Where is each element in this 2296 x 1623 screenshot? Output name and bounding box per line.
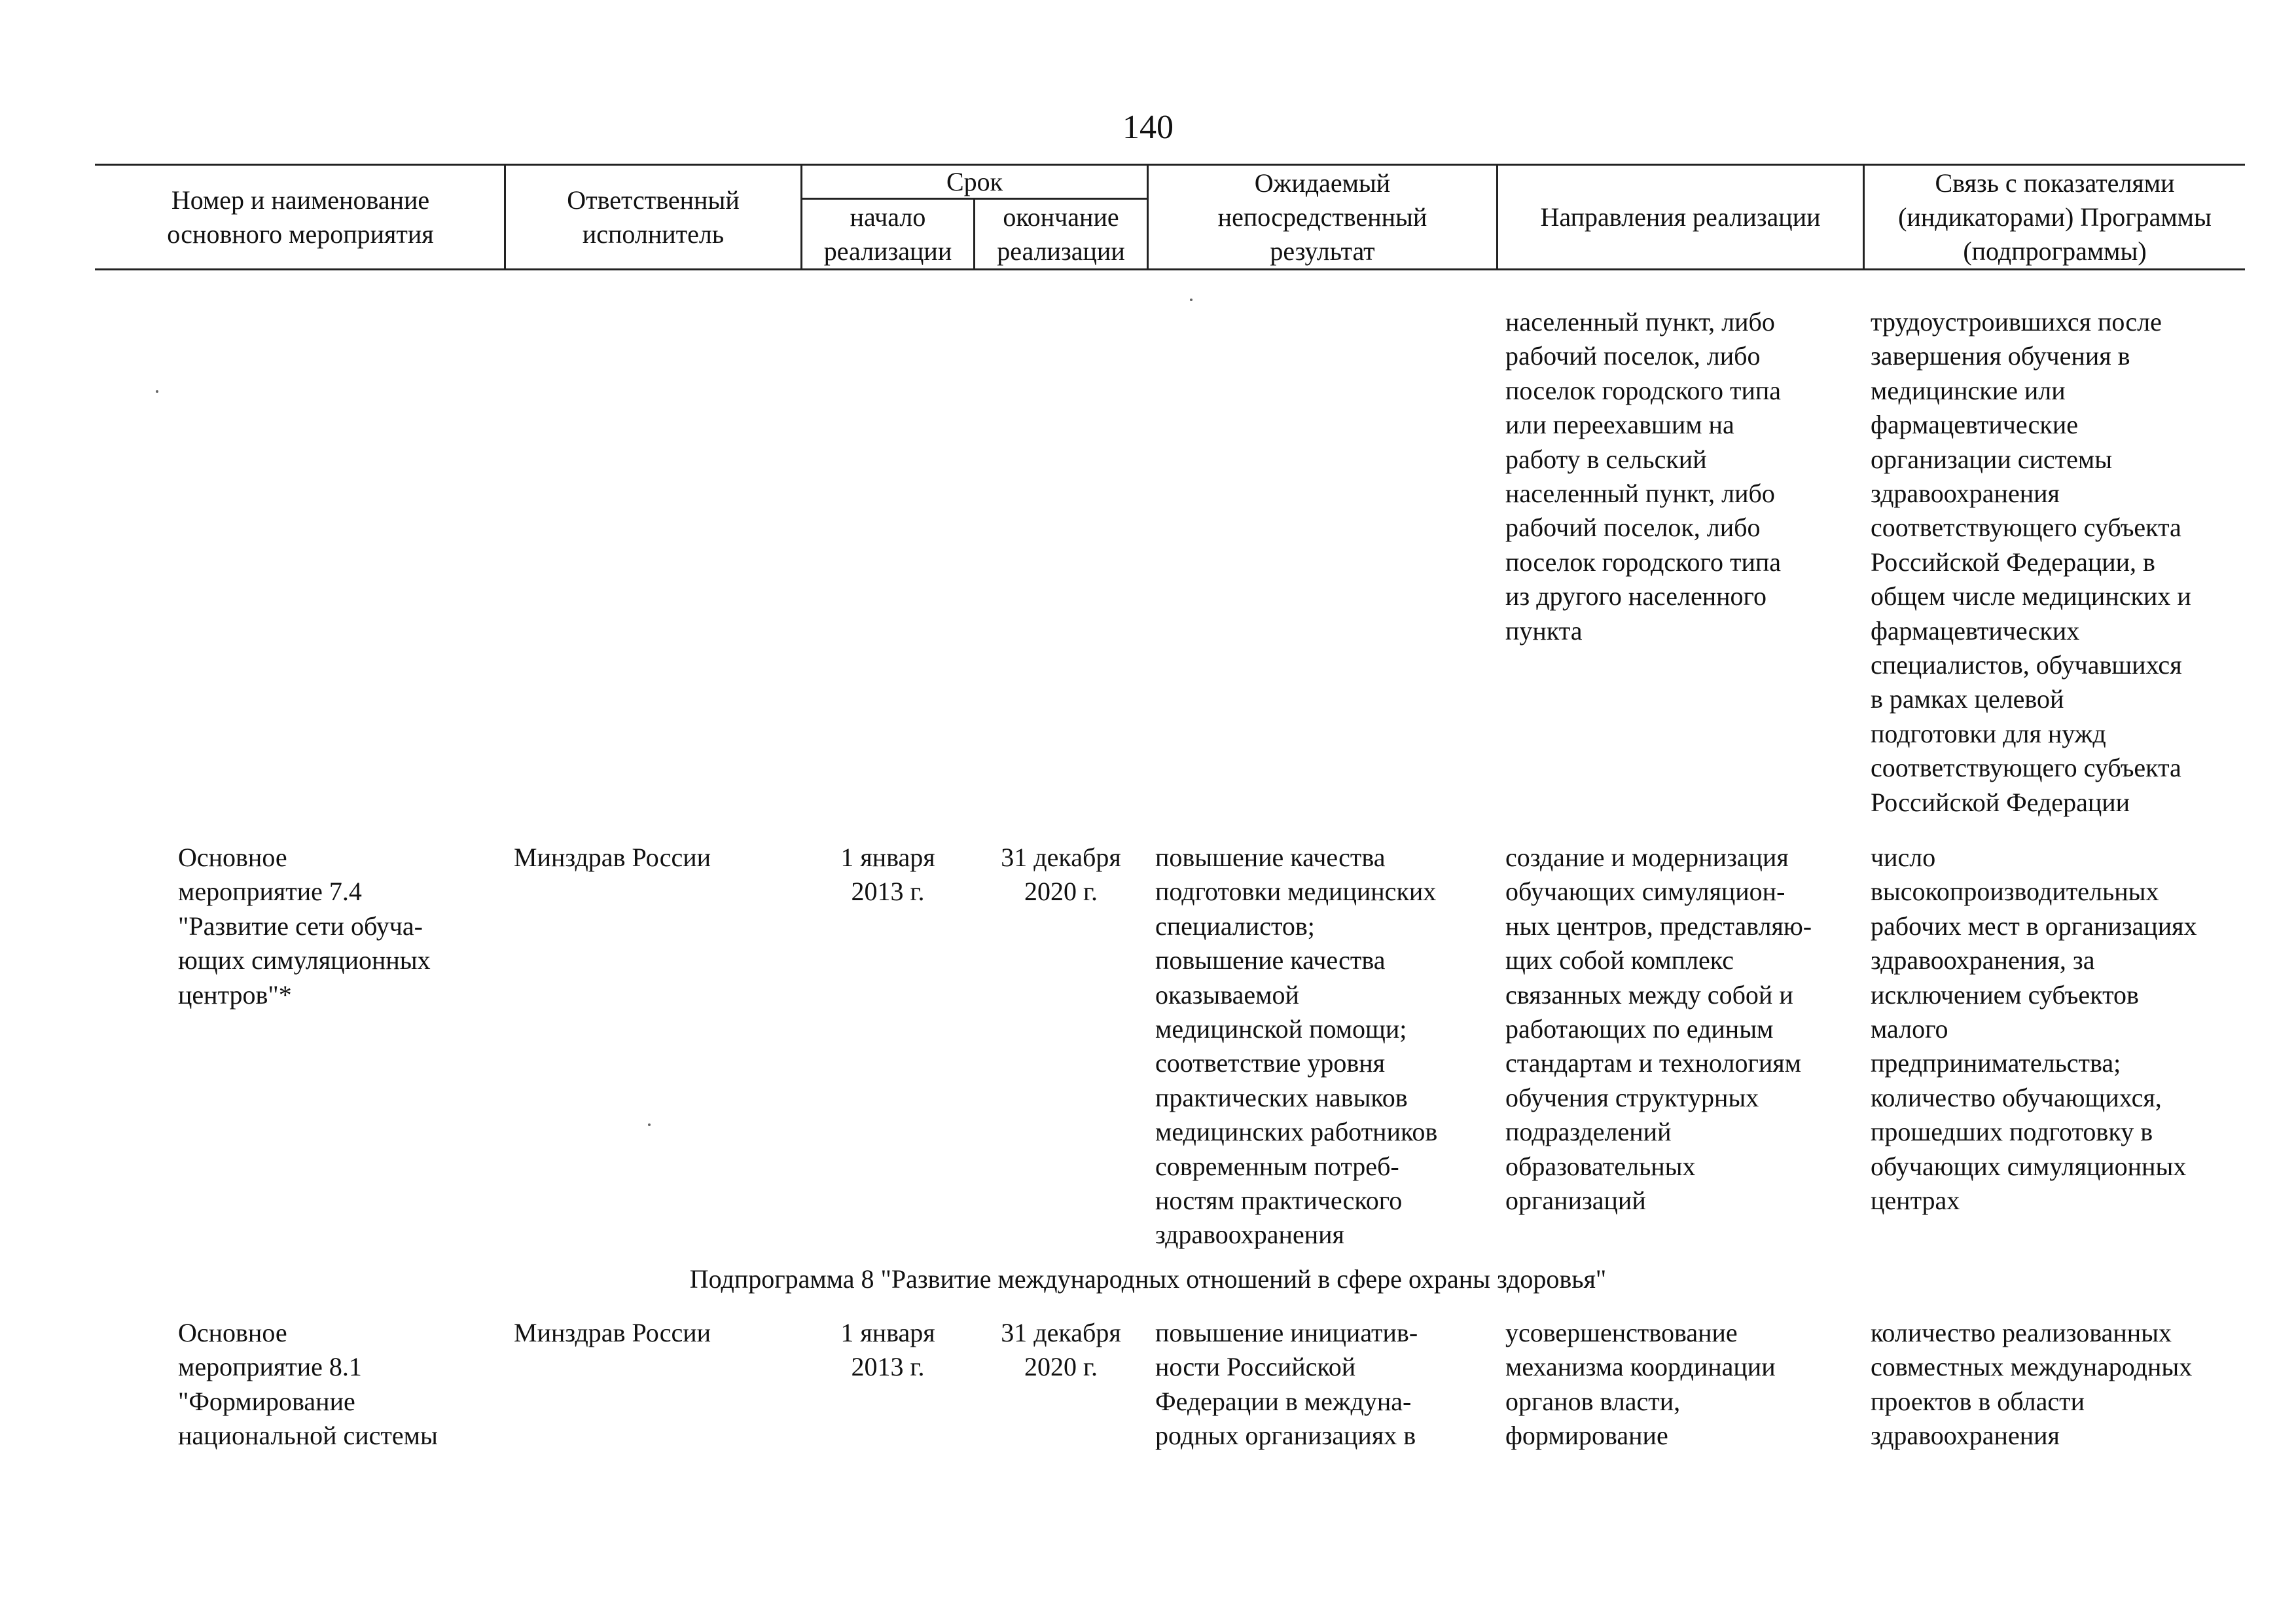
header-term <box>802 166 1147 198</box>
header-term-start <box>802 200 973 268</box>
subprogram-8-heading: Подпрограмма 8 "Развитие международных отношений в сфере охраны здоровья" <box>689 1264 1607 1294</box>
header-event-name <box>97 166 504 268</box>
header-indicators <box>1865 166 2245 268</box>
header-term-start-text: начало реализации <box>823 202 952 266</box>
row-8-1-expected-result: повышение инициатив- ности Российской Федерации в междуна- родных организациях в <box>1155 1318 1418 1451</box>
scan-speck <box>1190 299 1193 301</box>
row-7-4-expected-result: повышение качества подготовки медицинских специалистов; повышение качества оказываемой медицинской помощи; соответствие уровня практических навыков медицинских работников современным потреб- ностям практического здравоохранения <box>1155 843 1438 1250</box>
row-7-4-indicators: число высокопроизводительных рабочих мест в организациях здравоохранения, за исключением субъектов малого предпринимательства; количество обучающихся, прошедших подготовку в обучающих симуляционных центрах <box>1871 843 2197 1216</box>
header-expected-result <box>1149 166 1496 268</box>
header-executor-text: Ответственный исполнитель <box>567 185 740 249</box>
header-executor <box>506 166 800 268</box>
row-7-4-event-name: Основное мероприятие 7.4 "Развитие сети обуча- ющих симуляционных центров"* <box>178 843 431 1010</box>
row-8-1-start-date: 1 января 2013 г. <box>840 1318 935 1382</box>
row-8-1-event-name: Основное мероприятие 8.1 "Формирование национальной системы <box>178 1318 438 1451</box>
scan-speck <box>156 390 158 393</box>
row-7-4-executor: Минздрав России <box>514 843 711 872</box>
row-8-1-directions: усовершенствование механизма координации органов власти, формирование <box>1505 1318 1776 1451</box>
scan-speck <box>648 1123 651 1126</box>
header-indicators-text: Связь с показателями (индикаторами) Программы (подпрограммы) <box>1898 168 2212 266</box>
header-directions <box>1498 166 1863 268</box>
row-7-4-end-date: 31 декабря 2020 г. <box>1001 843 1121 907</box>
header-term-end-text: окончание реализации <box>997 202 1125 266</box>
header-expected-result-text: Ожидаемый непосредственный результат <box>1217 168 1427 266</box>
header-term-text: Срок <box>946 166 1003 196</box>
header-term-end <box>975 200 1147 268</box>
row-7-4-directions: создание и модернизация обучающих симуляцион- ных центров, представляю- щих собой комплекс связанных между собой и работающих по единым стандартам и технологиям обучения структурных подразделений образовательных организаций <box>1505 843 1812 1216</box>
header-directions-text: Направления реализации <box>1540 202 1821 232</box>
continuation-indicators: трудоустроившихся после завершения обучения в медицинские или фармацевтические организации системы здравоохранения соответствующего субъекта Российской Федерации, в общем числе медицинских и фармацевтических специалистов, обучавшихся в рамках целевой подготовки для нужд соответствующего субъекта Российской Федерации <box>1871 307 2191 817</box>
page-number: 140 <box>1122 109 1174 146</box>
row-8-1-end-date: 31 декабря 2020 г. <box>1001 1318 1121 1382</box>
row-8-1-indicators: количество реализованных совместных международных проектов в области здравоохранения <box>1871 1318 2193 1451</box>
row-7-4-start-date: 1 января 2013 г. <box>840 843 935 907</box>
header-bottom-rule <box>95 268 2245 270</box>
continuation-directions: населенный пункт, либо рабочий поселок, либо поселок городского типа или переехавшим на работу в сельский населенный пункт, либо рабочий поселок, либо поселок городского типа из другого населенного пункта <box>1505 307 1782 646</box>
row-8-1-executor: Минздрав России <box>514 1318 711 1347</box>
header-event-name-text: Номер и наименование основного мероприятия <box>167 185 434 249</box>
